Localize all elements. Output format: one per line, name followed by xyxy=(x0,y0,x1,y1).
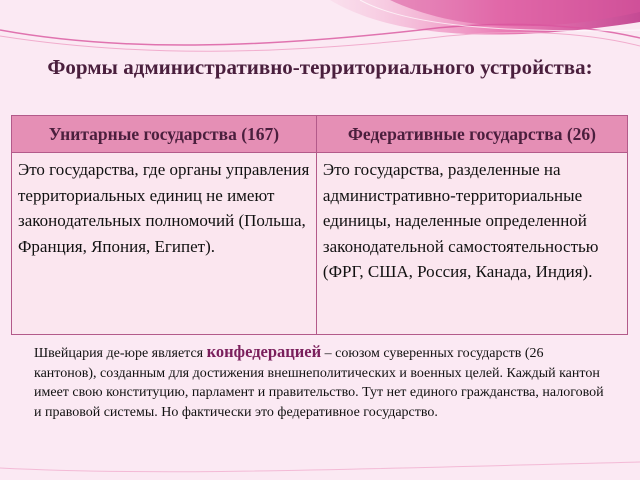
table-header-row xyxy=(12,116,628,153)
slide-title: Формы административно-территориального устройства: xyxy=(47,55,593,79)
note-intro-text: Швейцария де-юре является xyxy=(34,346,207,361)
switzerland-note xyxy=(34,342,604,422)
header-federal-states: Федеративные государства (26) xyxy=(316,116,627,153)
cell-federal-description: Это государства, разделенные на административно-территориальные единицы, наделенные определенной законодательной самостоятельностью (ФРГ, США, Россия, Канада, Индия). xyxy=(316,153,627,335)
header-unitary-states: Унитарные государства (167) xyxy=(12,116,317,153)
forms-comparison-table xyxy=(11,115,628,335)
cell-unitary-description: Это государства, где органы управления территориальных единиц не имеют законодательных полномочий (Польша, Франция, Япония, Египет). xyxy=(12,153,317,335)
note-body-text: – союзом суверенных государств (26 кантонов), созданным для достижения внешнеполитических и военных целей. Каждый кантон имеет свою конституцию, парламент и правительство. Тут нет единого гражданства, налоговой и правовой системы. Но фактически это федеративное государство. xyxy=(34,346,604,420)
note-keyword: конфедерацией xyxy=(206,342,322,361)
table-row xyxy=(12,153,628,335)
